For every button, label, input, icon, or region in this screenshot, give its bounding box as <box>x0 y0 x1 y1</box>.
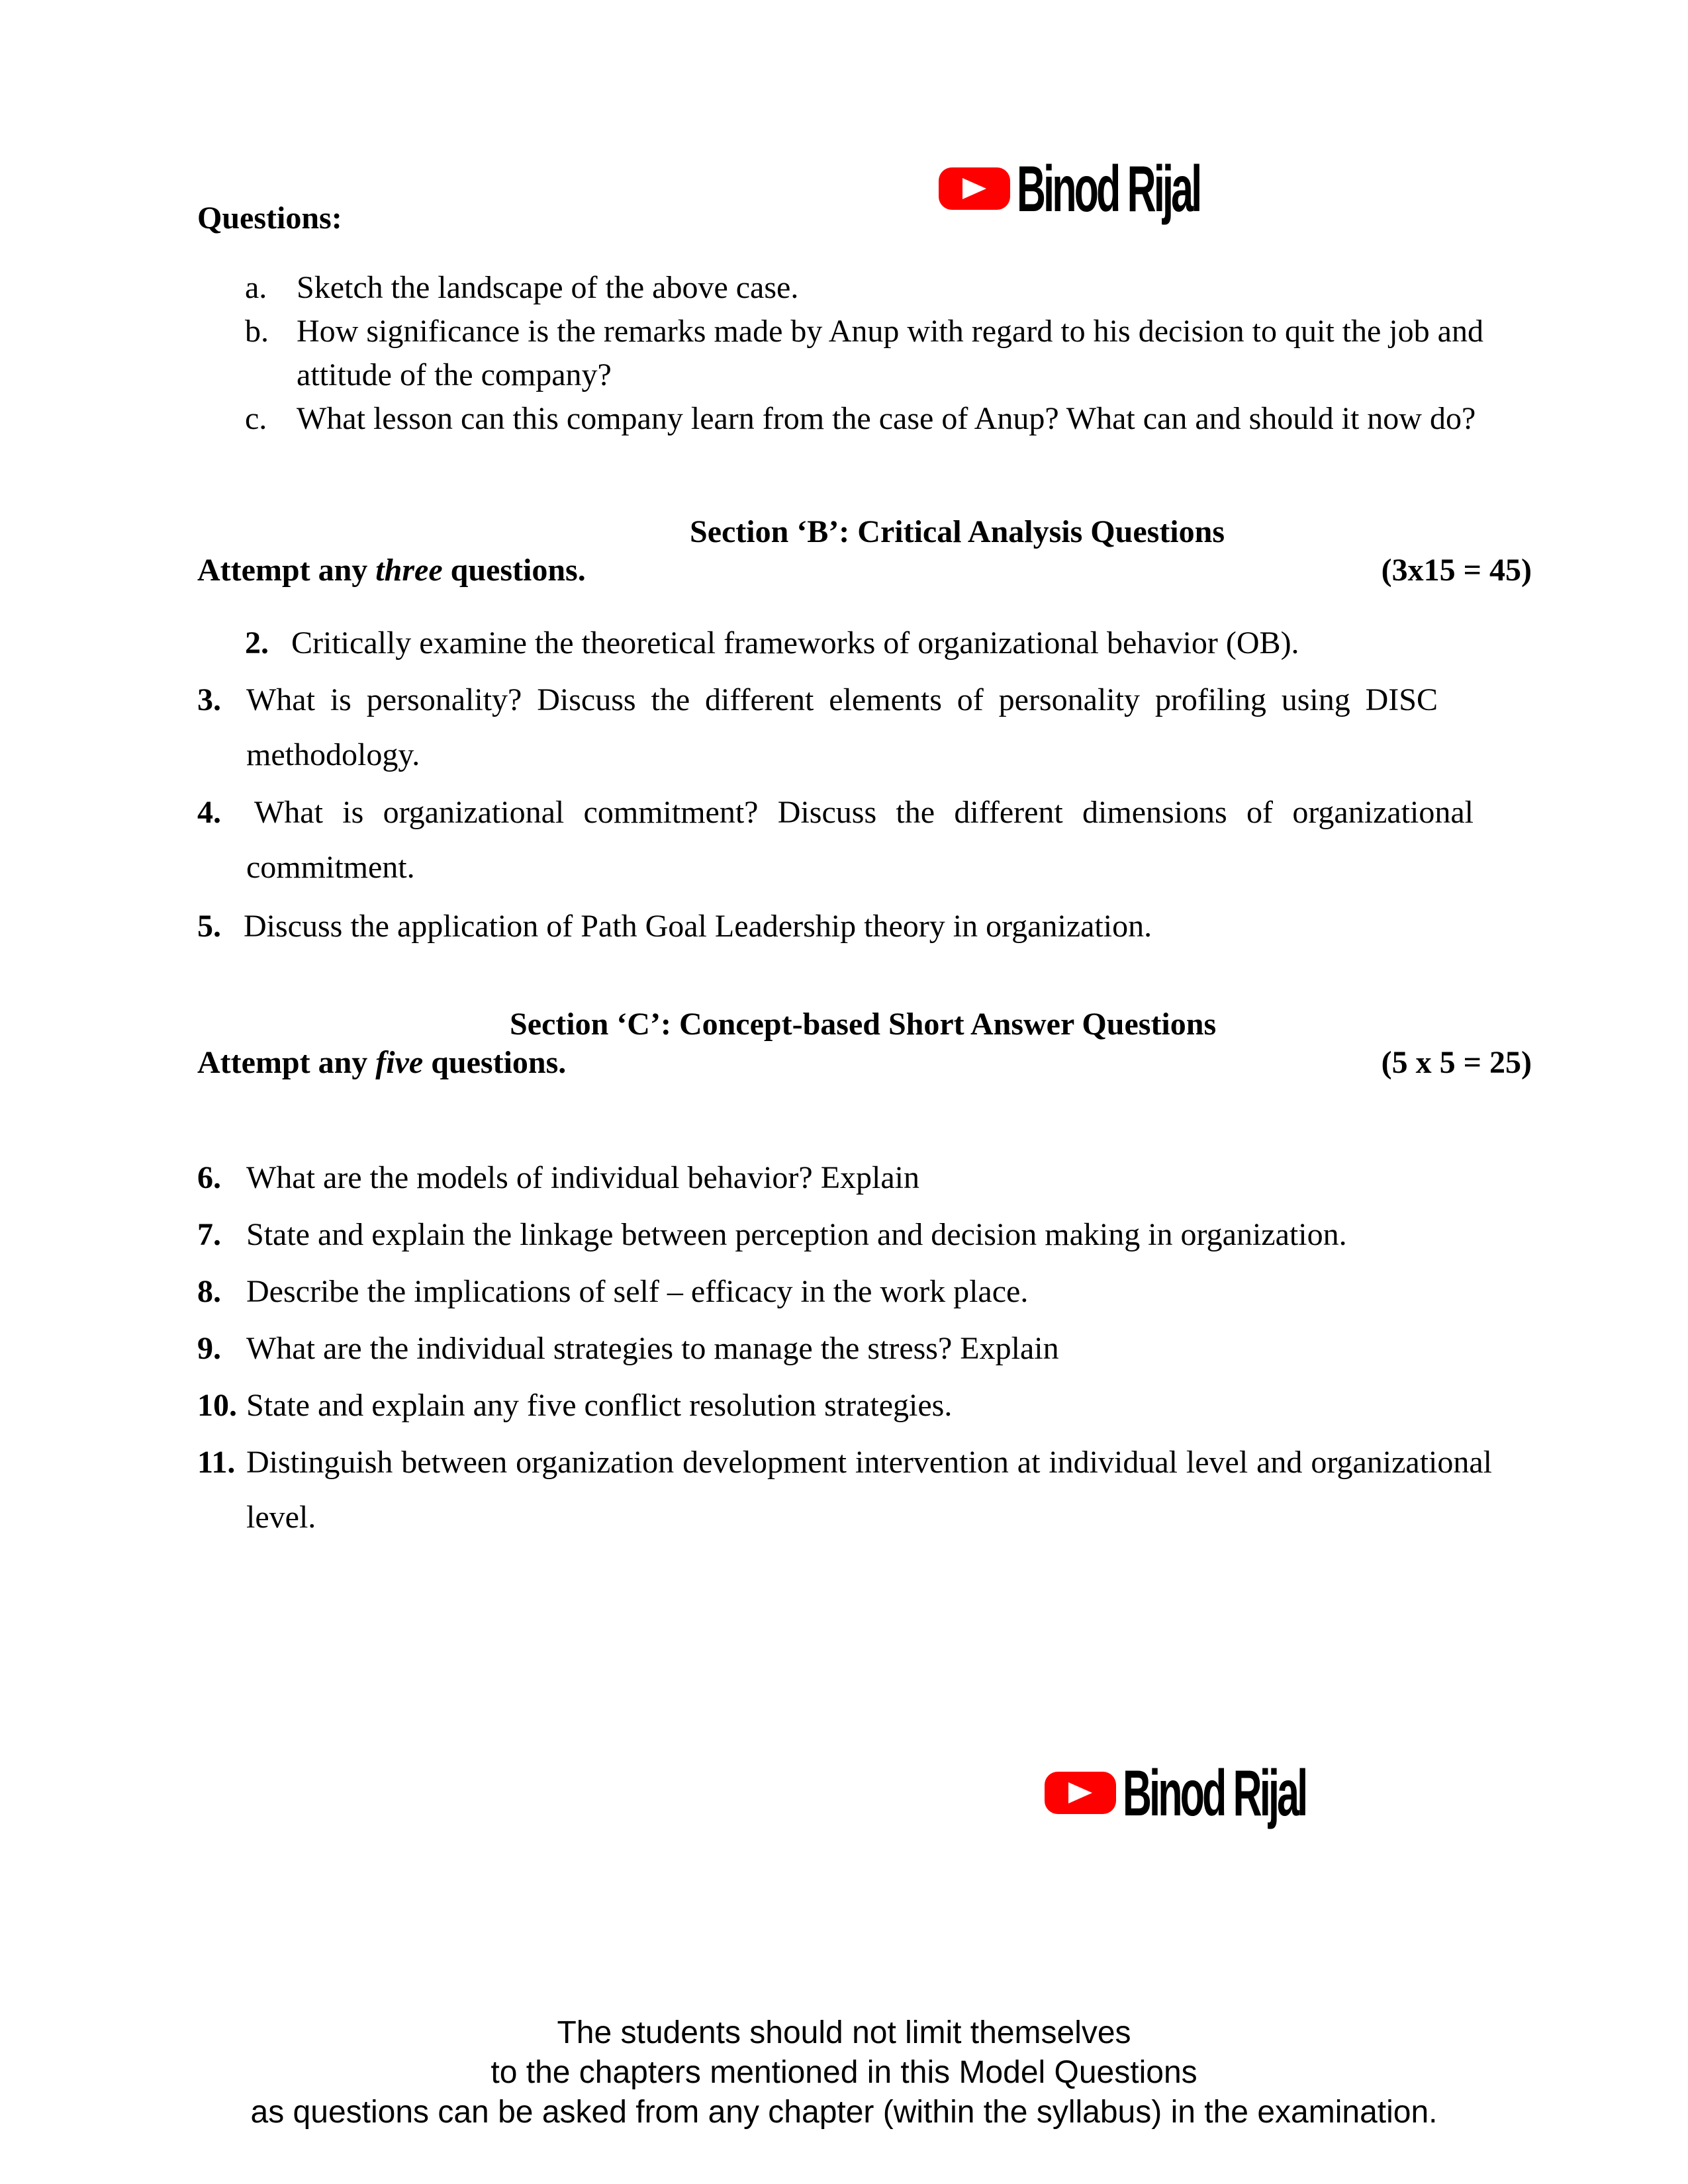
question-10 <box>197 1387 952 1424</box>
question-text: What are the models of individual behavior? Explain <box>246 1160 919 1195</box>
question-text: commitment. <box>246 850 415 885</box>
question-text: Discuss the application of Path Goal Leadership theory in organization. <box>244 909 1152 944</box>
question-text: level. <box>246 1500 316 1535</box>
question-text: Distinguish between organization development intervention at individual level and organizational <box>246 1445 1492 1480</box>
question-number: 5. <box>197 909 221 944</box>
section-c-instruction: Attempt any five questions. <box>197 1045 567 1080</box>
list-item <box>245 397 1483 441</box>
list-marker: c. <box>245 401 267 436</box>
question-number: 8. <box>197 1274 221 1309</box>
section-b-instruction: Attempt any three questions. <box>197 553 586 588</box>
question-number: 11. <box>197 1445 236 1480</box>
question-text: Describe the implications of self – efficacy in the work place. <box>246 1274 1029 1309</box>
question-number: 3. <box>197 682 221 717</box>
question-text: What is organizational commitment? Discuss the different dimensions of organizational <box>254 795 1474 830</box>
question-number: 7. <box>197 1217 221 1252</box>
question-8 <box>197 1273 1028 1310</box>
brand-logo-bottom <box>1045 1756 1418 1829</box>
list-marker: b. <box>245 314 269 349</box>
footer-line: as questions can be asked from any chapter (within the syllabus) in the examination. <box>250 2095 1438 2130</box>
question-text: methodology. <box>246 737 420 772</box>
questions-heading: Questions: <box>197 201 342 236</box>
question-6 <box>197 1160 919 1196</box>
list-marker: a. <box>245 270 267 305</box>
question-text: What are the individual strategies to manage the stress? Explain <box>246 1331 1059 1366</box>
question-7 <box>197 1216 1347 1253</box>
brand-logo-top <box>939 152 1312 225</box>
footer-line: The students should not limit themselves <box>557 2015 1131 2050</box>
list-item-text: How significance is the remarks made by Anup with regard to his decision to quit the job and <box>297 314 1483 349</box>
list-item-text: Sketch the landscape of the above case. <box>297 270 799 305</box>
section-c-marks: (5 x 5 = 25) <box>1381 1045 1532 1080</box>
question-2 <box>245 625 1299 661</box>
brand-name: Binod Rijal <box>1017 152 1200 225</box>
question-4 <box>197 794 1475 886</box>
question-text: State and explain the linkage between perception and decision making in organization. <box>246 1217 1347 1252</box>
footer-note <box>0 2013 1688 2132</box>
question-3 <box>197 682 1458 773</box>
section-b-title: Section ‘B’: Critical Analysis Questions <box>690 514 1225 549</box>
question-number: 10. <box>197 1388 237 1423</box>
list-item-text: attitude of the company? <box>297 357 612 392</box>
list-item-text: What lesson can this company learn from the case of Anup? What can and should it now do? <box>297 401 1476 436</box>
youtube-play-icon <box>1045 1772 1116 1814</box>
brand-name: Binod Rijal <box>1123 1756 1306 1829</box>
question-text: Critically examine the theoretical frameworks of organizational behavior (OB). <box>291 625 1299 660</box>
question-number: 6. <box>197 1160 221 1195</box>
question-text: What is personality? Discuss the different elements of personality profiling using DISC <box>246 682 1438 717</box>
question-text: State and explain any five conflict resolution strategies. <box>246 1388 953 1423</box>
question-number: 9. <box>197 1331 221 1366</box>
list-item <box>245 310 1483 397</box>
section-b-marks: (3x15 = 45) <box>1381 553 1532 588</box>
footer-line: to the chapters mentioned in this Model Questions <box>491 2055 1197 2090</box>
list-item <box>245 266 1483 310</box>
section-c-title: Section ‘C’: Concept-based Short Answer Questions <box>510 1007 1217 1042</box>
question-number: 2. <box>245 625 269 660</box>
question-list <box>245 266 1483 441</box>
youtube-play-icon <box>939 167 1010 210</box>
question-number: 4. <box>197 795 221 830</box>
question-9 <box>197 1330 1059 1367</box>
question-5 <box>197 908 1152 944</box>
question-11 <box>197 1444 1492 1535</box>
